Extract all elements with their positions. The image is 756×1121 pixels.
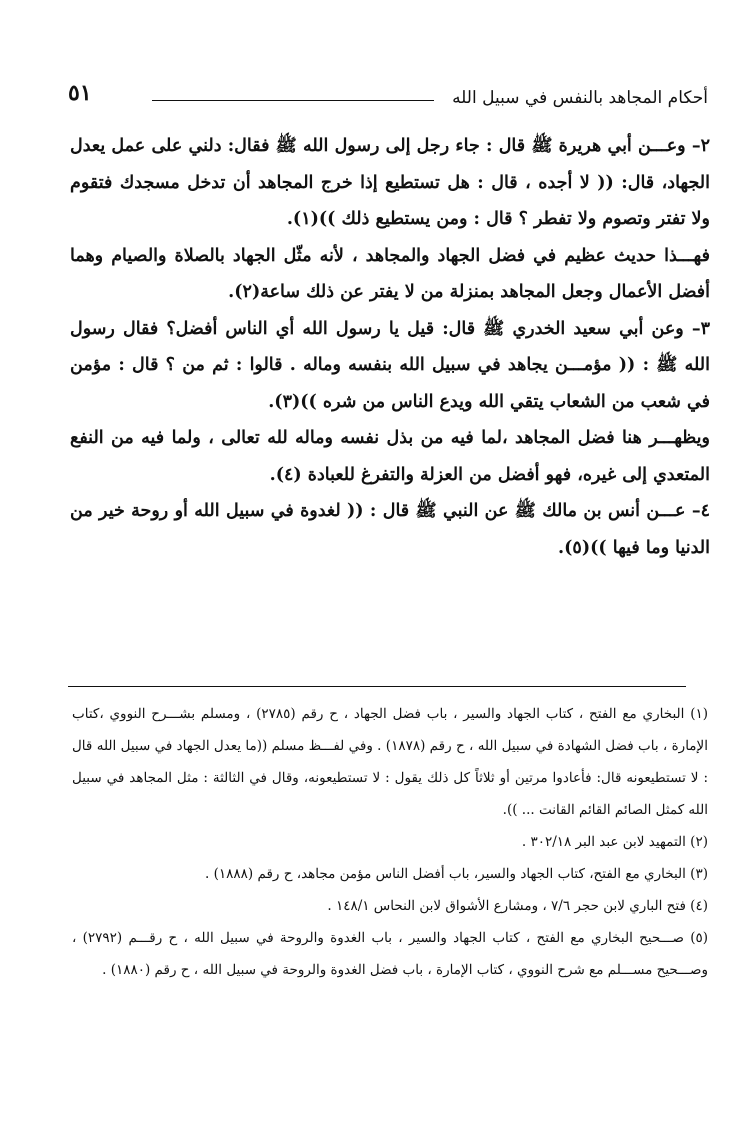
page-number: ٥١	[68, 80, 92, 106]
page-header	[68, 80, 708, 114]
footnote-1: (١) البخاري مع الفتح ، كتاب الجهاد والسير ، باب فضل الجهاد ، ح رقم (٢٧٨٥) ، ومسلم بشـــرح النووي ،كتاب الإمارة ، باب فضل الشهادة في سبيل الله ، ح رقم (١٨٧٨) . وفي لفـــظ مسلم ((ما يعدل الجهاد في سبيل الله قال : لا تستطيعونه قال: فأعادوا مرتين أو ثلاثاً كل ذلك يقول : لا تستطيعونه، وقال في الثالثة : مثل المجاهد في سبيل الله كمثل الصائم القائم القانت ... )).	[72, 706, 709, 818]
footnote-4: (٤) فتح الباري لابن حجر ٧/٦ ، ومشارع الأشواق لابن النحاس ١٤٨/١ .	[327, 898, 708, 914]
running-title: أحكام المجاهد بالنفس في سبيل الله	[452, 88, 708, 108]
footnote-2: (٢) التمهيد لابن عبد البر ٣٠٢/١٨ .	[521, 834, 708, 850]
footnotes	[72, 698, 708, 986]
commentary-paragraph-3: ويظهـــر هنا فضل المجاهد ،لما فيه من بذل نفسه وماله لله تعالى ، ولما فيه من النفع المتعدي إلى غيره، فهو أفضل من العزلة والتفرغ للعبادة (٤).	[70, 428, 710, 485]
header-rule	[152, 100, 434, 101]
footnote-divider	[68, 686, 686, 687]
hadith-paragraph-2: ٢– وعـــن أبي هريرة ﷺ قال : جاء رجل إلى رسول الله ﷺ فقال: دلني على عمل يعدل الجهاد، قال: (( لا أجده ، قال : هل تستطيع إذا خرج المجاهد أن تدخل مسجدك فتقوم ولا تفتر وتصوم ولا تفطر ؟ قال : ومن يستطيع ذلك ))(١).	[70, 136, 710, 229]
main-text	[70, 128, 710, 566]
footnote-5: (٥) صـــحيح البخاري مع الفتح ، كتاب الجهاد والسير ، باب الغدوة والروحة في سبيل الله ، ح رقـــم (٢٧٩٢) ، وصـــحيح مســـلم مع شرح النووي ، كتاب الإمارة ، باب فضل الغدوة والروحة في سبيل الله ، ح رقم (١٨٨٠) .	[72, 930, 709, 978]
hadith-paragraph-3: ٣– وعن أبي سعيد الخدري ﷺ قال: قيل يا رسول الله أي الناس أفضل؟ فقال رسول الله ﷺ : (( مؤمـــن يجاهد في سبيل الله بنفسه وماله . قالوا : ثم من ؟ قال : مؤمن في شعب من الشعاب يتقي الله ويدع الناس من شره ))(٣).	[70, 318, 710, 412]
commentary-paragraph-2: فهـــذا حديث عظيم في فضل الجهاد والمجاهد ، لأنه مثّل الجهاد بالصلاة والصيام وهما أفضل الأعمال وجعل المجاهد بمنزلة من لا يفتر عن ذلك ساعة(٢).	[70, 245, 710, 302]
hadith-paragraph-4: ٤– عـــن أنس بن مالك ﷺ عن النبي ﷺ قال : (( لغدوة في سبيل الله أو روحة خير من الدنيا وما فيها ))(٥).	[70, 501, 710, 558]
footnote-3: (٣) البخاري مع الفتح، كتاب الجهاد والسير، باب أفضل الناس مؤمن مجاهد، ح رقم (١٨٨٨) .	[205, 866, 708, 882]
